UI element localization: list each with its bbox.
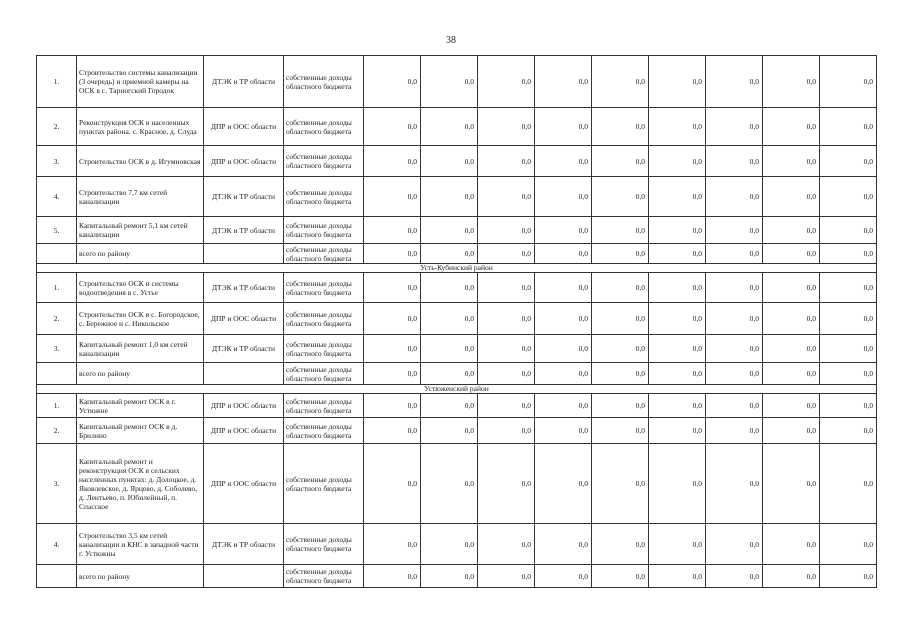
- value-cell: 0,0: [592, 217, 649, 244]
- project-name: Строительство 7,7 км сетей канализации: [77, 177, 204, 217]
- district-name: Усть-Кубинский район: [37, 264, 877, 273]
- value-cell: 0,0: [421, 177, 478, 217]
- value-cell: 0,0: [421, 394, 478, 418]
- value-cell: 0,0: [649, 394, 706, 418]
- value-cell: 0,0: [820, 56, 877, 108]
- funding-source: собственные доходы областного бюджета: [284, 394, 364, 418]
- value-cell: 0,0: [820, 244, 877, 264]
- funding-source: собственные доходы областного бюджета: [284, 524, 364, 565]
- row-number: 4.: [37, 177, 77, 217]
- funding-source: собственные доходы областного бюджета: [284, 444, 364, 524]
- district-name: Устюженский район: [37, 385, 877, 394]
- value-cell: 0,0: [421, 565, 478, 588]
- value-cell: 0,0: [649, 217, 706, 244]
- value-cell: 0,0: [364, 444, 421, 524]
- value-cell: 0,0: [649, 363, 706, 385]
- value-cell: 0,0: [478, 524, 535, 565]
- value-cell: 0,0: [820, 565, 877, 588]
- value-cell: 0,0: [763, 56, 820, 108]
- funding-source: собственные доходы областного бюджета: [284, 108, 364, 146]
- project-name: всего по району: [77, 363, 204, 385]
- value-cell: 0,0: [535, 524, 592, 565]
- funding-source: собственные доходы областного бюджета: [284, 56, 364, 108]
- value-cell: 0,0: [649, 108, 706, 146]
- value-cell: 0,0: [763, 394, 820, 418]
- row-number: 1.: [37, 56, 77, 108]
- value-cell: 0,0: [592, 56, 649, 108]
- funding-source: собственные доходы областного бюджета: [284, 303, 364, 335]
- value-cell: 0,0: [706, 524, 763, 565]
- funding-source: собственные доходы областного бюджета: [284, 418, 364, 444]
- row-number: 2.: [37, 418, 77, 444]
- value-cell: 0,0: [592, 177, 649, 217]
- table-row: [37, 108, 877, 146]
- value-cell: 0,0: [535, 444, 592, 524]
- funding-source: собственные доходы областного бюджета: [284, 565, 364, 588]
- responsible-department: ДТЭК и ТР области: [204, 335, 284, 363]
- value-cell: 0,0: [364, 56, 421, 108]
- value-cell: 0,0: [478, 146, 535, 177]
- value-cell: 0,0: [592, 565, 649, 588]
- value-cell: 0,0: [592, 444, 649, 524]
- value-cell: 0,0: [478, 244, 535, 264]
- value-cell: 0,0: [820, 177, 877, 217]
- value-cell: 0,0: [478, 303, 535, 335]
- project-name: Строительство ОСК в д. Игумновская: [77, 146, 204, 177]
- value-cell: 0,0: [649, 335, 706, 363]
- value-cell: 0,0: [478, 56, 535, 108]
- value-cell: 0,0: [421, 217, 478, 244]
- responsible-department: ДПР и ООС области: [204, 303, 284, 335]
- value-cell: 0,0: [592, 394, 649, 418]
- responsible-department: ДТЭК и ТР области: [204, 56, 284, 108]
- value-cell: 0,0: [364, 217, 421, 244]
- value-cell: 0,0: [763, 524, 820, 565]
- funding-source: собственные доходы областного бюджета: [284, 217, 364, 244]
- value-cell: 0,0: [763, 217, 820, 244]
- responsible-department: [204, 244, 284, 264]
- responsible-department: ДПР и ООС области: [204, 444, 284, 524]
- table-row: [37, 394, 877, 418]
- value-cell: 0,0: [706, 244, 763, 264]
- project-name: Строительство ОСК и системы водоотведения в с. Устье: [77, 273, 204, 303]
- district-header-row: [37, 264, 877, 273]
- project-name: Капитальный ремонт ОСК в д. Брилино: [77, 418, 204, 444]
- table-row: [37, 217, 877, 244]
- project-name: Капитальный ремонт 1,0 км сетей канализации: [77, 335, 204, 363]
- district-total-row: [37, 363, 877, 385]
- responsible-department: ДПР и ООС области: [204, 394, 284, 418]
- value-cell: 0,0: [478, 394, 535, 418]
- responsible-department: ДТЭК и ТР области: [204, 524, 284, 565]
- value-cell: 0,0: [763, 303, 820, 335]
- responsible-department: [204, 363, 284, 385]
- table-row: [37, 418, 877, 444]
- value-cell: 0,0: [820, 217, 877, 244]
- funding-source: собственные доходы областного бюджета: [284, 335, 364, 363]
- row-number: 4.: [37, 524, 77, 565]
- value-cell: 0,0: [820, 273, 877, 303]
- value-cell: 0,0: [763, 244, 820, 264]
- funding-table: [36, 55, 877, 588]
- value-cell: 0,0: [421, 524, 478, 565]
- row-number: 3.: [37, 146, 77, 177]
- value-cell: 0,0: [421, 146, 478, 177]
- value-cell: 0,0: [820, 444, 877, 524]
- funding-source: собственные доходы областного бюджета: [284, 363, 364, 385]
- project-name: всего по району: [77, 565, 204, 588]
- row-number: [37, 565, 77, 588]
- responsible-department: ДТЭК и ТР области: [204, 177, 284, 217]
- project-name: Реконструкция ОСК в населенных пунктах района. с. Красное, д. Слуда: [77, 108, 204, 146]
- value-cell: 0,0: [421, 303, 478, 335]
- district-header-row: [37, 385, 877, 394]
- value-cell: 0,0: [649, 303, 706, 335]
- responsible-department: ДТЭК и ТР области: [204, 217, 284, 244]
- value-cell: 0,0: [364, 363, 421, 385]
- row-number: 1.: [37, 394, 77, 418]
- value-cell: 0,0: [706, 418, 763, 444]
- value-cell: 0,0: [535, 303, 592, 335]
- table-row: [37, 146, 877, 177]
- value-cell: 0,0: [649, 56, 706, 108]
- value-cell: 0,0: [535, 244, 592, 264]
- responsible-department: ДПР и ООС области: [204, 418, 284, 444]
- value-cell: 0,0: [535, 217, 592, 244]
- value-cell: 0,0: [421, 363, 478, 385]
- value-cell: 0,0: [649, 146, 706, 177]
- row-number: 2.: [37, 108, 77, 146]
- value-cell: 0,0: [592, 335, 649, 363]
- value-cell: 0,0: [364, 108, 421, 146]
- project-name: Капитальный ремонт 5,1 км сетей канализации: [77, 217, 204, 244]
- page-number: 38: [446, 35, 456, 46]
- value-cell: 0,0: [364, 244, 421, 264]
- value-cell: 0,0: [592, 524, 649, 565]
- table-row: [37, 177, 877, 217]
- value-cell: 0,0: [592, 146, 649, 177]
- value-cell: 0,0: [706, 146, 763, 177]
- value-cell: 0,0: [421, 418, 478, 444]
- value-cell: 0,0: [478, 444, 535, 524]
- value-cell: 0,0: [763, 363, 820, 385]
- value-cell: 0,0: [649, 565, 706, 588]
- value-cell: 0,0: [706, 177, 763, 217]
- value-cell: 0,0: [706, 363, 763, 385]
- value-cell: 0,0: [421, 444, 478, 524]
- value-cell: 0,0: [592, 303, 649, 335]
- value-cell: 0,0: [763, 108, 820, 146]
- value-cell: 0,0: [364, 303, 421, 335]
- value-cell: 0,0: [820, 363, 877, 385]
- responsible-department: ДТЭК и ТР области: [204, 273, 284, 303]
- value-cell: 0,0: [706, 273, 763, 303]
- value-cell: 0,0: [763, 177, 820, 217]
- value-cell: 0,0: [649, 244, 706, 264]
- value-cell: 0,0: [421, 108, 478, 146]
- row-number: 2.: [37, 303, 77, 335]
- value-cell: 0,0: [478, 363, 535, 385]
- project-name: Строительство 3,5 км сетей канализации и КНС в западной части г. Устюжны: [77, 524, 204, 565]
- project-name: Капитальный ремонт и реконструкция ОСК в сельских населенных пунктах: д. Долоцкое, д. Яковлевское, д. Ярцево, д. Соболево, д. Лентьево, п. Юбилейный, п. Спасское: [77, 444, 204, 524]
- value-cell: 0,0: [535, 418, 592, 444]
- value-cell: 0,0: [820, 335, 877, 363]
- row-number: [37, 363, 77, 385]
- value-cell: 0,0: [421, 273, 478, 303]
- district-total-row: [37, 244, 877, 264]
- value-cell: 0,0: [535, 108, 592, 146]
- value-cell: 0,0: [535, 565, 592, 588]
- funding-source: собственные доходы областного бюджета: [284, 273, 364, 303]
- value-cell: 0,0: [592, 363, 649, 385]
- value-cell: 0,0: [649, 177, 706, 217]
- value-cell: 0,0: [706, 394, 763, 418]
- funding-source: собственные доходы областного бюджета: [284, 146, 364, 177]
- value-cell: 0,0: [364, 565, 421, 588]
- value-cell: 0,0: [535, 56, 592, 108]
- project-name: Строительство системы канализации (3 очередь) и приемной камеры на ОСК в с. Тарногский Городок: [77, 56, 204, 108]
- value-cell: 0,0: [421, 56, 478, 108]
- value-cell: 0,0: [706, 335, 763, 363]
- value-cell: 0,0: [478, 335, 535, 363]
- table-row: [37, 524, 877, 565]
- value-cell: 0,0: [820, 524, 877, 565]
- value-cell: 0,0: [535, 273, 592, 303]
- value-cell: 0,0: [763, 565, 820, 588]
- value-cell: 0,0: [592, 418, 649, 444]
- value-cell: 0,0: [820, 303, 877, 335]
- value-cell: 0,0: [364, 524, 421, 565]
- row-number: 3.: [37, 444, 77, 524]
- value-cell: 0,0: [649, 524, 706, 565]
- value-cell: 0,0: [706, 565, 763, 588]
- responsible-department: [204, 565, 284, 588]
- project-name: Строительство ОСК в с. Богородское, с. Бережное и с. Никольское: [77, 303, 204, 335]
- value-cell: 0,0: [706, 303, 763, 335]
- value-cell: 0,0: [364, 418, 421, 444]
- value-cell: 0,0: [364, 394, 421, 418]
- value-cell: 0,0: [706, 56, 763, 108]
- value-cell: 0,0: [763, 418, 820, 444]
- table-row: [37, 444, 877, 524]
- value-cell: 0,0: [592, 108, 649, 146]
- responsible-department: ДПР и ООС области: [204, 146, 284, 177]
- project-name: Капитальный ремонт ОСК в г. Устюжне: [77, 394, 204, 418]
- value-cell: 0,0: [421, 244, 478, 264]
- value-cell: 0,0: [421, 335, 478, 363]
- value-cell: 0,0: [478, 177, 535, 217]
- value-cell: 0,0: [820, 418, 877, 444]
- value-cell: 0,0: [478, 273, 535, 303]
- value-cell: 0,0: [535, 146, 592, 177]
- value-cell: 0,0: [649, 444, 706, 524]
- value-cell: 0,0: [364, 273, 421, 303]
- project-name: всего по району: [77, 244, 204, 264]
- value-cell: 0,0: [649, 273, 706, 303]
- value-cell: 0,0: [706, 444, 763, 524]
- value-cell: 0,0: [706, 217, 763, 244]
- value-cell: 0,0: [820, 108, 877, 146]
- table-row: [37, 273, 877, 303]
- value-cell: 0,0: [535, 394, 592, 418]
- value-cell: 0,0: [649, 418, 706, 444]
- value-cell: 0,0: [763, 273, 820, 303]
- value-cell: 0,0: [535, 177, 592, 217]
- row-number: [37, 244, 77, 264]
- row-number: 1.: [37, 273, 77, 303]
- row-number: 3.: [37, 335, 77, 363]
- funding-source: собственные доходы областного бюджета: [284, 177, 364, 217]
- table-row: [37, 335, 877, 363]
- value-cell: 0,0: [820, 394, 877, 418]
- district-total-row: [37, 565, 877, 588]
- table-row: [37, 303, 877, 335]
- row-number: 5.: [37, 217, 77, 244]
- value-cell: 0,0: [535, 335, 592, 363]
- value-cell: 0,0: [364, 177, 421, 217]
- responsible-department: ДПР и ООС области: [204, 108, 284, 146]
- value-cell: 0,0: [478, 217, 535, 244]
- value-cell: 0,0: [478, 108, 535, 146]
- funding-source: собственные доходы областного бюджета: [284, 244, 364, 264]
- value-cell: 0,0: [364, 146, 421, 177]
- table-row: [37, 56, 877, 108]
- value-cell: 0,0: [592, 244, 649, 264]
- value-cell: 0,0: [592, 273, 649, 303]
- value-cell: 0,0: [364, 335, 421, 363]
- value-cell: 0,0: [820, 146, 877, 177]
- value-cell: 0,0: [478, 418, 535, 444]
- value-cell: 0,0: [763, 444, 820, 524]
- value-cell: 0,0: [763, 146, 820, 177]
- value-cell: 0,0: [763, 335, 820, 363]
- value-cell: 0,0: [706, 108, 763, 146]
- value-cell: 0,0: [535, 363, 592, 385]
- value-cell: 0,0: [478, 565, 535, 588]
